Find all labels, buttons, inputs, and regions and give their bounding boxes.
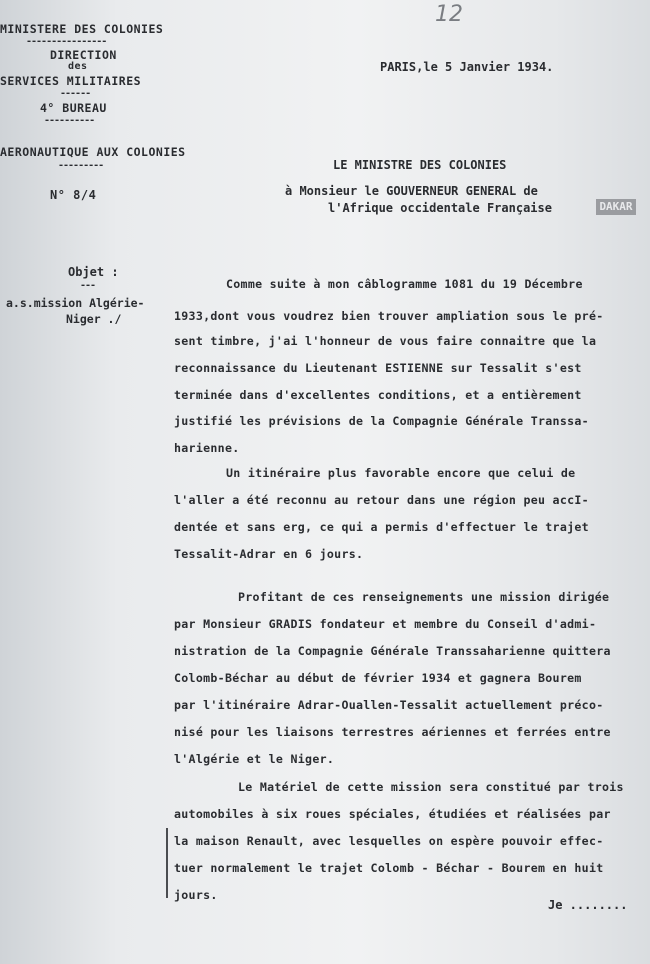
ministry-heading: MINISTERE DES COLONIES (0, 22, 164, 36)
objet-text: a.s.mission Algérie- (6, 296, 145, 310)
body-line: jours. (174, 888, 218, 902)
margin-mark (166, 828, 168, 898)
addressee-line: à Monsieur le GOUVERNEUR GENERAL de (285, 184, 538, 198)
body-line: nistration de la Compagnie Générale Transsaharienne quittera (174, 644, 611, 658)
body-line: tuer normalement le trajet Colomb - Béchar - Bourem en huit (174, 861, 604, 875)
body-line: automobiles à six roues spéciales, étudiées et réalisées par (174, 807, 611, 821)
body-line: Un itinéraire plus favorable encore que celui de (226, 466, 576, 480)
separator: --- (80, 280, 96, 291)
body-line: sent timbre, j'ai l'honneur de vous faire connaitre que la (174, 334, 597, 348)
objet-label: Objet : (68, 265, 119, 279)
body-line: la maison Renault, avec lesquelles on espère pouvoir effec- (174, 834, 604, 848)
body-line: dentée et sans erg, ce qui a permis d'effectuer le trajet (174, 520, 589, 534)
body-line: Le Matériel de cette mission sera constitué par trois (238, 780, 624, 794)
services-label: SERVICES MILITAIRES (0, 74, 142, 88)
separator: ---------------- (26, 36, 107, 47)
body-line: l'aller a été reconnu au retour dans une région peu accI- (174, 493, 589, 507)
destination-stamp: DAKAR (596, 199, 636, 215)
body-line: Colomb-Béchar au début de février 1934 et gagnera Bourem (174, 671, 582, 685)
separator: --------- (58, 160, 104, 171)
body-line: par Monsieur GRADIS fondateur et membre du Conseil d'admi- (174, 617, 597, 631)
page-number: 12 (435, 2, 463, 27)
sender-title: LE MINISTRE DES COLONIES (333, 158, 507, 172)
body-line: l'Algérie et le Niger. (174, 752, 335, 766)
body-line: nisé pour les liaisons terrestres aériennes et ferrées entre (174, 725, 611, 739)
des-label: des (68, 61, 88, 72)
continuation-text: Je ........ (548, 898, 628, 912)
body-line: reconnaissance du Lieutenant ESTIENNE sur Tessalit s'est (174, 361, 582, 375)
body-line: Tessalit-Adrar en 6 jours. (174, 547, 364, 561)
direction-label: DIRECTION (50, 48, 117, 62)
body-line: Comme suite à mon câblogramme 1081 du 19 Décembre (226, 277, 583, 291)
body-line: harienne. (174, 441, 240, 455)
objet-text: Niger ./ (66, 312, 122, 326)
separator: ---------- (44, 115, 95, 126)
body-line: Profitant de ces renseignements une mission dirigée (238, 590, 610, 604)
body-line: terminée dans d'excellentes conditions, et a entièrement (174, 388, 582, 402)
reference-number: N° 8/4 (50, 188, 97, 202)
date-line: PARIS,le 5 Janvier 1934. (380, 60, 554, 74)
aeronautique-label: AERONAUTIQUE AUX COLONIES (0, 145, 186, 159)
separator: ------ (60, 88, 91, 99)
body-line: justifié les prévisions de la Compagnie Générale Transsa- (174, 414, 589, 428)
body-line: 1933,dont vous voudrez bien trouver ampliation sous le pré- (174, 309, 604, 323)
bureau-label: 4° BUREAU (40, 101, 107, 115)
addressee-line: l'Afrique occidentale Française (328, 201, 552, 215)
body-line: par l'itinéraire Adrar-Ouallen-Tessalit actuellement préco- (174, 698, 604, 712)
